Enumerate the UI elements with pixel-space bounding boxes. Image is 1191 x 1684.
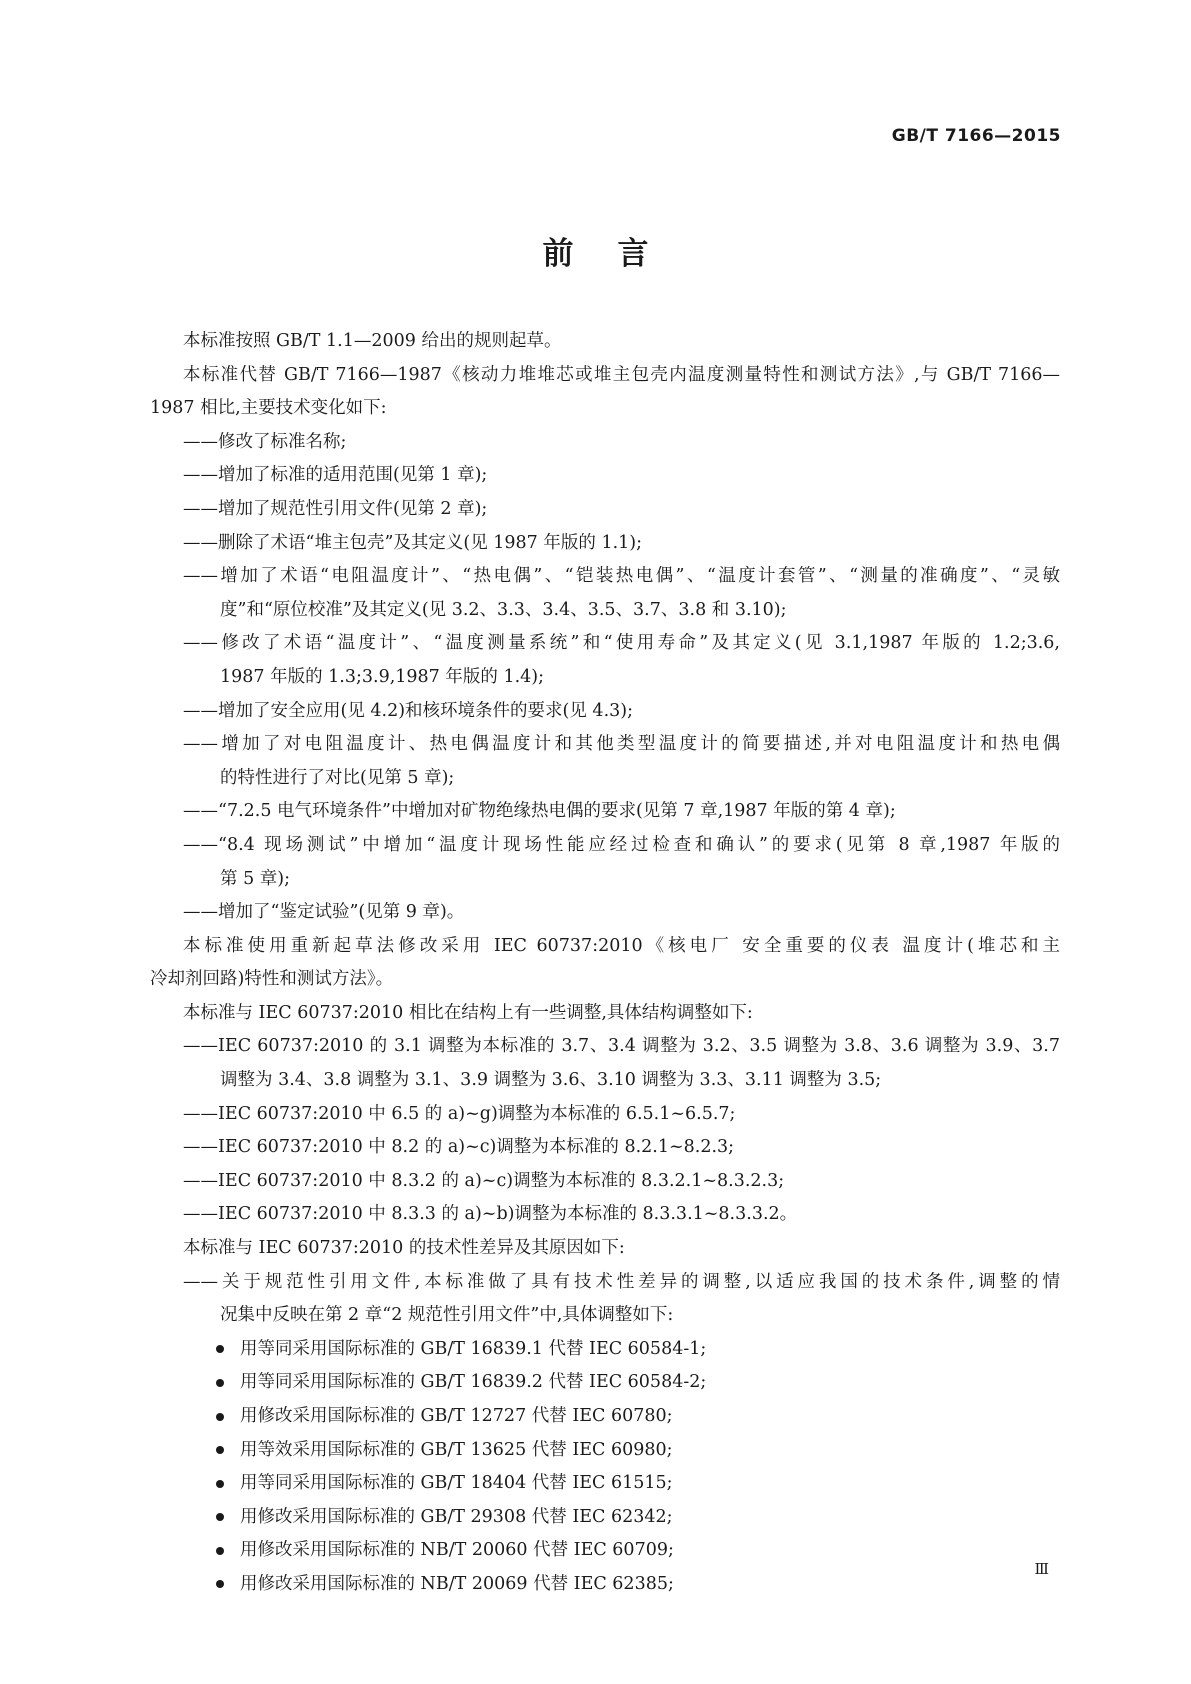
bullet-item [150, 1568, 1060, 1602]
bullet-text: 用等同采用国际标准的 GB/T 16839.1 代替 IEC 60584-1; [240, 1338, 707, 1359]
list-item: ——修改了术语“温度计”、“温度测量系统”和“使用寿命”及其定义(见 3.1,1987 年版的 1.2;3.6, [183, 633, 1060, 654]
bullet-item [150, 1400, 1060, 1434]
bullet-item [150, 1333, 1060, 1367]
bullet-icon [216, 1413, 224, 1421]
list-item-continuation: 调整为 3.4、3.8 调整为 3.1、3.9 调整为 3.6、3.10 调整为 3.3、3.11 调整为 3.5; [220, 1070, 882, 1091]
list-item: ——删除了术语“堆主包壳”及其定义(见 1987 年版的 1.1); [183, 532, 642, 553]
list-item: ——增加了标准的适用范围(见第 1 章); [183, 465, 488, 486]
bullet-icon [216, 1345, 224, 1353]
bullet-text: 用修改采用国际标准的 NB/T 20060 代替 IEC 60709; [240, 1540, 674, 1561]
bullet-icon [216, 1480, 224, 1488]
list-item-continuation: 况集中反映在第 2 章“2 规范性引用文件”中,具体调整如下: [220, 1305, 674, 1326]
list-item: ——IEC 60737:2010 中 8.3.3 的 a)~b)调整为本标准的 8.3.3.1~8.3.3.2。 [183, 1204, 798, 1225]
list-item: ——增加了“鉴定试验”(见第 9 章)。 [183, 902, 465, 923]
paragraph-line: 1987 相比,主要技术变化如下: [150, 398, 387, 419]
list-item: ——“7.2.5 电气环境条件”中增加对矿物绝缘热电偶的要求(见第 7 章,1987 年版的第 4 章); [183, 801, 896, 822]
bullet-icon [216, 1513, 224, 1521]
list-item: ——增加了对电阻温度计、热电偶温度计和其他类型温度计的简要描述,并对电阻温度计和热电偶 [183, 734, 1060, 755]
page-number: Ⅲ [1034, 1560, 1049, 1578]
list-item: ——“8.4 现场测试”中增加“温度计现场性能应经过检查和确认”的要求(见第 8 章,1987 年版的 [183, 834, 1060, 855]
list-item: ——修改了标准名称; [183, 431, 347, 452]
bullet-text: 用等同采用国际标准的 GB/T 18404 代替 IEC 61515; [240, 1473, 673, 1494]
list-item: ——增加了规范性引用文件(见第 2 章); [183, 498, 488, 519]
bullet-text: 用修改采用国际标准的 NB/T 20069 代替 IEC 62385; [240, 1573, 674, 1594]
list-item-continuation: 第 5 章); [220, 868, 290, 889]
bullet-icon [216, 1379, 224, 1387]
bullet-item [150, 1434, 1060, 1468]
bullet-icon [216, 1446, 224, 1454]
list-item: ——增加了术语“电阻温度计”、“热电偶”、“铠装热电偶”、“温度计套管”、“测量的准确度”、“灵敏 [183, 566, 1060, 587]
list-item: ——关于规范性引用文件,本标准做了具有技术性差异的调整,以适应我国的技术条件,调整的情 [183, 1271, 1060, 1292]
bullet-text: 用修改采用国际标准的 GB/T 12727 代替 IEC 60780; [240, 1406, 673, 1426]
bullet-item [150, 1467, 1060, 1501]
bullet-icon [216, 1547, 224, 1555]
bullet-item [150, 1366, 1060, 1400]
paragraph-line: 本标准使用重新起草法修改采用 IEC 60737:2010《核电厂 安全重要的仪表 温度计(堆芯和主 [183, 935, 1060, 956]
bullet-text: 用等同采用国际标准的 GB/T 16839.2 代替 IEC 60584-2; [240, 1372, 707, 1393]
list-item-continuation: 1987 年版的 1.3;3.9,1987 年版的 1.4); [220, 666, 544, 687]
paragraph-line: 本标准代替 GB/T 7166—1987《核动力堆堆芯或堆主包壳内温度测量特性和测试方法》,与 GB/T 7166— [183, 364, 1060, 385]
bullet-icon [216, 1580, 224, 1588]
foreword-body [150, 325, 1060, 1602]
paragraph-line: 冷却剂回路)特性和测试方法》。 [150, 969, 394, 990]
page-title: 前言 [542, 236, 693, 272]
standard-code: GB/T 7166—2015 [891, 126, 1061, 146]
paragraph-line: 本标准与 IEC 60737:2010 相比在结构上有一些调整,具体结构调整如下: [183, 1002, 753, 1023]
paragraph-line: 本标准按照 GB/T 1.1—2009 给出的规则起草。 [183, 331, 562, 351]
list-item-continuation: 度”和“原位校准”及其定义(见 3.2、3.3、3.4、3.5、3.7、3.8 和 3.10); [220, 599, 787, 620]
paragraph-line: 本标准与 IEC 60737:2010 的技术性差异及其原因如下: [183, 1238, 625, 1259]
bullet-text: 用修改采用国际标准的 GB/T 29308 代替 IEC 62342; [240, 1506, 673, 1527]
list-item: ——IEC 60737:2010 的 3.1 调整为本标准的 3.7、3.4 调整为 3.2、3.5 调整为 3.8、3.6 调整为 3.9、3.7 [183, 1036, 1060, 1057]
list-item: ——IEC 60737:2010 中 6.5 的 a)~g)调整为本标准的 6.5.1~6.5.7; [183, 1103, 736, 1124]
bullet-item [150, 1501, 1060, 1535]
bullet-text: 用等效采用国际标准的 GB/T 13625 代替 IEC 60980; [240, 1439, 673, 1460]
list-item: ——IEC 60737:2010 中 8.2 的 a)~c)调整为本标准的 8.2.1~8.2.3; [183, 1137, 735, 1158]
list-item: ——IEC 60737:2010 中 8.3.2 的 a)~c)调整为本标准的 8.3.2.1~8.3.2.3; [183, 1170, 785, 1191]
list-item-continuation: 的特性进行了对比(见第 5 章); [220, 767, 455, 788]
list-item: ——增加了安全应用(见 4.2)和核环境条件的要求(见 4.3); [183, 700, 633, 721]
bullet-item [150, 1534, 1060, 1568]
